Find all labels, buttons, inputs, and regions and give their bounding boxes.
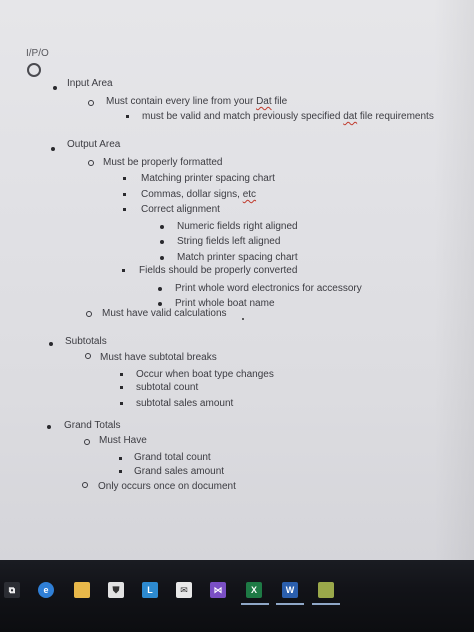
list-item-output-boat: Print whole boat name [175, 298, 275, 309]
list-item-output-commas: Commas, dollar signs, etc [141, 189, 257, 200]
taskbar [0, 560, 474, 632]
excel-icon[interactable]: X [246, 582, 262, 598]
document-heading: I/P/O [26, 48, 49, 59]
bullet-dot-icon [158, 287, 162, 291]
list-item-input-area: Input Area [67, 78, 113, 89]
list-item-subtotals: Subtotals [65, 336, 107, 347]
store-icon[interactable]: ⛊ [108, 582, 124, 598]
bullet-ring-icon [88, 160, 94, 166]
list-item-output-match: Match printer spacing chart [177, 252, 298, 263]
active-app-indicator [241, 603, 269, 605]
bullet-dot-icon [160, 240, 164, 244]
bullet-ring-icon [82, 482, 88, 488]
bullet-dot-icon [158, 302, 162, 306]
bullet-square-icon [126, 115, 129, 118]
circle-mark [27, 63, 41, 77]
bullet-square-icon [123, 193, 126, 196]
bullet-dot-icon [160, 256, 164, 260]
active-app-indicator [276, 603, 304, 605]
list-item-output-format: Must be properly formatted [103, 157, 223, 168]
mail-icon[interactable]: ✉ [176, 582, 192, 598]
bullet-dot-icon [47, 425, 51, 429]
bullet-ring-icon [85, 353, 91, 359]
bullet-square-icon [119, 470, 122, 473]
list-item-grand-once: Only occurs once on document [98, 481, 236, 492]
bullet-square-icon [123, 208, 126, 211]
list-item-output-numeric: Numeric fields right aligned [177, 221, 298, 232]
bullet-dot-icon [49, 342, 53, 346]
bullet-square-icon [123, 177, 126, 180]
file-explorer-icon[interactable] [74, 582, 90, 598]
active-app-indicator [312, 603, 340, 605]
l-app-icon[interactable]: L [142, 582, 158, 598]
list-item-sub-breaks: Must have subtotal breaks [100, 352, 217, 363]
bullet-square-icon [122, 269, 125, 272]
list-item-output-string: String fields left aligned [177, 236, 281, 247]
list-item-input-must: Must contain every line from your Dat file [106, 96, 288, 107]
list-item-output-convert: Fields should be properly converted [139, 265, 298, 276]
bullet-ring-icon [86, 311, 92, 317]
list-item-output-calc: Must have valid calculations [102, 308, 227, 319]
list-item-sub-occur: Occur when boat type changes [136, 369, 274, 380]
bullet-dot-icon [160, 225, 164, 229]
bullet-dot-icon [53, 86, 57, 90]
bullet-square-icon [120, 373, 123, 376]
pictures-icon[interactable] [318, 582, 334, 598]
visual-studio-icon[interactable]: ⋈ [210, 582, 226, 598]
list-item-sub-count: subtotal count [136, 382, 199, 393]
spelling-flag: Dat [256, 96, 272, 107]
word-icon[interactable]: W [282, 582, 298, 598]
bullet-dot-icon [51, 147, 55, 151]
list-item-grand-must: Must Have [99, 435, 147, 446]
list-item-sub-amount: subtotal sales amount [136, 398, 234, 409]
bullet-square-icon [120, 386, 123, 389]
stray-mark [242, 318, 244, 320]
list-item-grand-amount: Grand sales amount [134, 466, 225, 477]
spelling-flag: dat [343, 111, 358, 122]
task-view-icon[interactable]: ⧉ [4, 582, 20, 598]
edge-icon[interactable]: e [38, 582, 54, 598]
list-item-grand-totals: Grand Totals [64, 420, 121, 431]
bullet-ring-icon [88, 100, 94, 106]
list-item-output-area: Output Area [67, 139, 121, 150]
bullet-square-icon [119, 457, 122, 460]
bullet-ring-icon [84, 439, 90, 445]
list-item-grand-count: Grand total count [134, 452, 211, 463]
list-item-output-align: Correct alignment [141, 204, 220, 215]
bullet-square-icon [120, 402, 123, 405]
list-item-output-printer: Matching printer spacing chart [141, 173, 275, 184]
list-item-output-word: Print whole word electronics for accessory [175, 283, 362, 294]
list-item-input-valid: must be valid and match previously specified dat file requirements [142, 111, 434, 122]
spelling-flag: etc [242, 189, 257, 200]
